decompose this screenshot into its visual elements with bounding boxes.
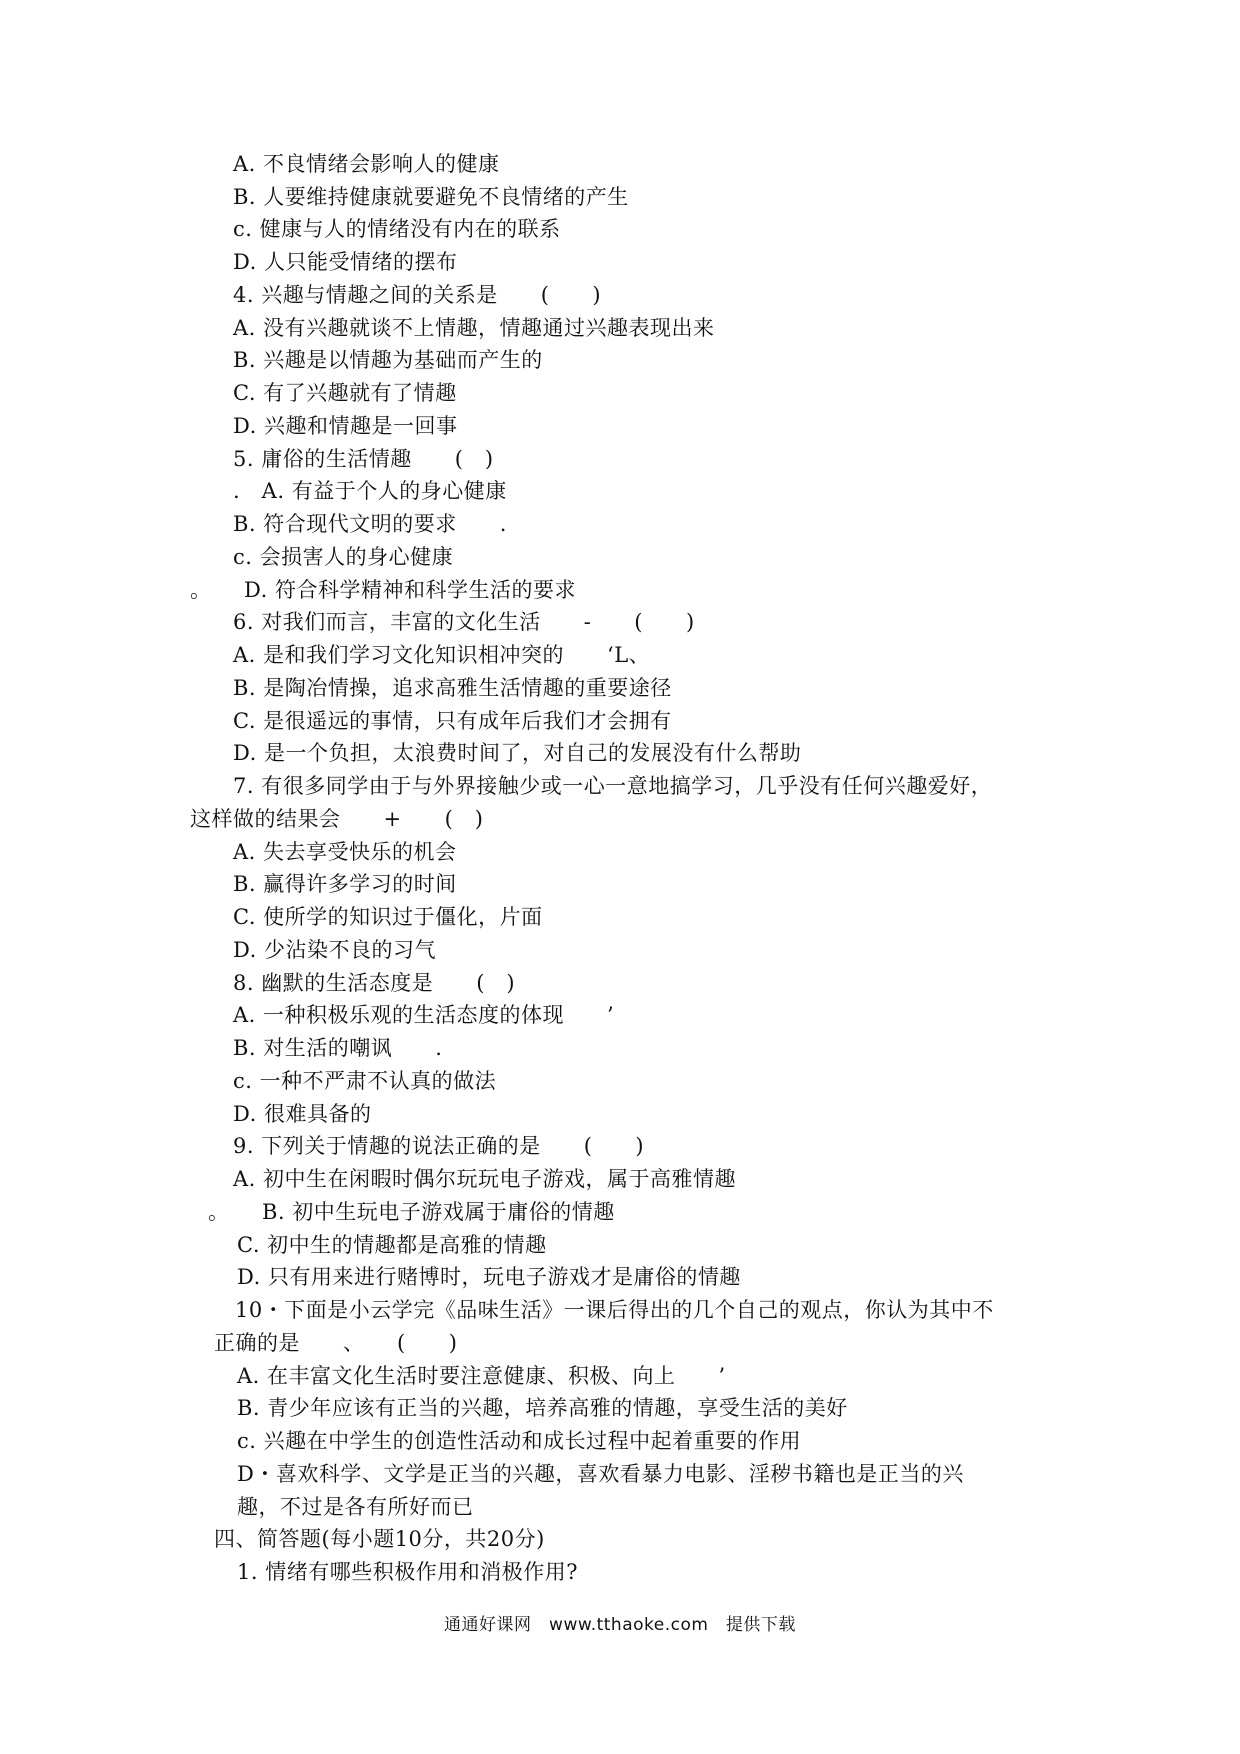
text-line: D. 人只能受情绪的摆布 [233, 250, 458, 274]
text-line: B. 赢得许多学习的时间 [233, 872, 457, 896]
text-line: C. 是很遥远的事情，只有成年后我们才会拥有 [233, 709, 672, 733]
text-line: D. 兴趣和情趣是一回事 [233, 414, 458, 438]
text-line: D. 很难具备的 [233, 1102, 372, 1126]
text-line: 7. 有很多同学由于与外界接触少或一心一意地搞学习，几乎没有任何兴趣爱好， [233, 774, 993, 798]
text-line: c. 一种不严肃不认真的做法 [233, 1069, 497, 1093]
text-line: 5. 庸俗的生活情趣 ( ) [233, 447, 494, 471]
text-line: A. 失去享受快乐的机会 [233, 840, 457, 864]
text-line: 趣，不过是各有所好而已 [237, 1495, 474, 1519]
text-line: D. 少沾染不良的习气 [233, 938, 436, 962]
text-line: D・喜欢科学、文学是正当的兴趣，喜欢看暴力电影、淫秽书籍也是正当的兴 [237, 1462, 964, 1486]
text-line: A. 一种积极乐观的生活态度的体现 ’ [233, 1003, 615, 1027]
question-text: 1. 情绪有哪些积极作用和消极作用? [237, 1560, 578, 1584]
text-line: B. 符合现代文明的要求 . [233, 512, 507, 536]
text-line: A. 不良情绪会影响人的健康 [233, 152, 500, 176]
text-line: D. 是一个负担，太浪费时间了，对自己的发展没有什么帮助 [233, 741, 802, 765]
text-line: c. 兴趣在中学生的创造性活动和成长过程中起着重要的作用 [237, 1429, 802, 1453]
text-line: A. 在丰富文化生活时要注意健康、积极、向上 ’ [237, 1364, 726, 1388]
text-line: 10・下面是小云学完《品味生活》一课后得出的几个自己的观点，你认为其中不 [235, 1298, 994, 1322]
text-line: B. 兴趣是以情趣为基础而产生的 [233, 348, 543, 372]
text-line: C. 初中生的情趣都是高雅的情趣 [237, 1233, 547, 1257]
text-line: 4. 兴趣与情趣之间的关系是 ( ) [233, 283, 602, 307]
text-line: D. 只有用来进行赌博时，玩电子游戏才是庸俗的情趣 [237, 1265, 741, 1289]
text-line: A. 没有兴趣就谈不上情趣，情趣通过兴趣表现出来 [233, 316, 715, 340]
text-line: 。 B. 初中生玩电子游戏属于庸俗的情趣 [208, 1200, 615, 1224]
text-line: B. 对生活的嘲讽 . [233, 1036, 443, 1060]
text-line: A. 初中生在闲暇时偶尔玩玩电子游戏，属于高雅情趣 [233, 1167, 737, 1191]
text-line: . A. 有益于个人的身心健康 [233, 479, 507, 503]
text-line: C. 使所学的知识过于僵化，片面 [233, 905, 543, 929]
text-line: 正确的是 、 ( ) [214, 1331, 458, 1355]
text-line: 这样做的结果会 + ( ) [190, 807, 484, 831]
text-line: B. 青少年应该有正当的兴趣，培养高雅的情趣，享受生活的美好 [237, 1396, 848, 1420]
text-line: 9. 下列关于情趣的说法正确的是 ( ) [233, 1134, 645, 1158]
text-line: A. 是和我们学习文化知识相冲突的 ‘L、 [233, 643, 651, 667]
text-line: B. 人要维持健康就要避免不良情绪的产生 [233, 185, 629, 209]
text-line: 6. 对我们而言，丰富的文化生活 - ( ) [233, 610, 695, 634]
text-line: c. 会损害人的身心健康 [233, 545, 454, 569]
section-heading: 四、简答题(每小题10分，共20分) [214, 1527, 545, 1551]
text-line: 。 D. 符合科学精神和科学生活的要求 [190, 578, 576, 602]
page-footer: 通通好课网 www.tthaoke.com 提供下载 [444, 1615, 796, 1635]
text-line: C. 有了兴趣就有了情趣 [233, 381, 457, 405]
text-line: 8. 幽默的生活态度是 ( ) [233, 971, 516, 995]
text-line: B. 是陶冶情操，追求高雅生活情趣的重要途径 [233, 676, 672, 700]
text-line: c. 健康与人的情绪没有内在的联系 [233, 217, 561, 241]
